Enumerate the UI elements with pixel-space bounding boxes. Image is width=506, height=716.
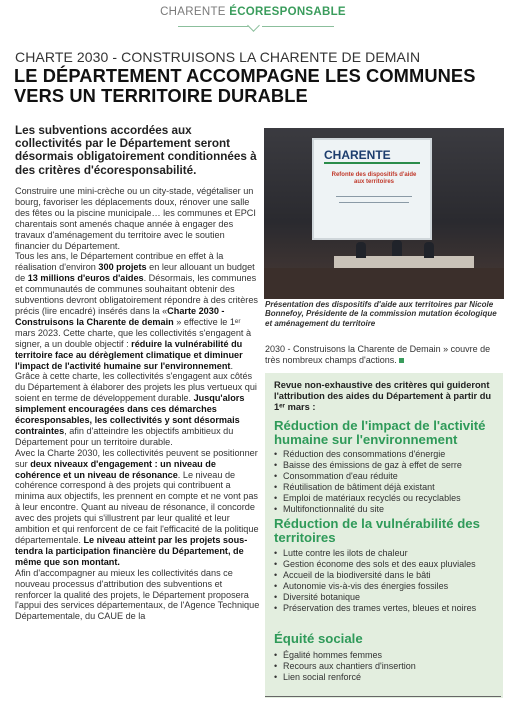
list-item: • Recours aux chantiers d'insertion (274, 661, 498, 672)
bottom-rule (265, 696, 501, 697)
list-item: • Consommation d'eau réduite (274, 471, 498, 482)
criteria-heading: Réduction de la vulnérabilité des territoires (274, 516, 480, 545)
screen-logo: CHARENTE (324, 148, 391, 162)
list-item: • Lien social renforcé (274, 672, 498, 683)
rubric-rule-left (178, 26, 250, 27)
body-paragraph-2: Tous les ans, le Département contribue en effet à la réalisation d'environ 300 projets en leur allouant un budget de 13 millions d'euros d'aides. Désormais, les communes et communautés de communes souhaitant obtenir des subventions devront obligatoirement répondre à des critères précis (lire encadré) insérés dans la «Charte 2030 - Construisons la Charente de demain » effective le 1ᵉʳ mars 2023. Cette charte, que les collectivités s'engagent à signer, a un double objectif : réduire la vulnérabilité du territoire face au dérèglement climatique et diminuer l'impact de l'activité humaine sur l'environnement. Grâce à cette charte, les collectivités s'engagent aux côtés du Département à élaborer des projets les plus vertueux qui soient en terme de développement durable. Jusqu'alors simplement encouragées dans ces démarches écoresponsables, les collectivités y sont désormais contraintes, afin d'atteindre les objectifs ambitieux du Département pour un territoire durable. (15, 251, 258, 447)
criteria-heading: Équité sociale (274, 631, 363, 646)
criteria-list (274, 548, 498, 613)
conference-photo (264, 128, 504, 299)
criteria-list (274, 449, 498, 514)
body-paragraph-4: Afin d'accompagner au mieux les collectivités dans ce nouveau processus d'attribution des subventions et renforcer la qualité des projets, le Département proposera l'appui des services départementaux, de l'Agence Technique Départementale, du CAUE de la (15, 567, 260, 622)
screen-title: Refonte des dispositifs d'aide aux territoires (331, 172, 417, 185)
list-item: • Réutilisation de bâtiment déjà existant (274, 482, 498, 493)
criteria-intro: Revue non-exhaustive des critères qui guideront l'attribution des aides du Département à partir du 1ᵉʳ mars : (274, 380, 492, 412)
list-item: • Autonomie vis-à-vis des énergies fossiles (274, 581, 498, 592)
article-body (15, 186, 260, 622)
rubric-prefix: CHARENTE (160, 6, 226, 18)
rubric-notch (247, 19, 260, 32)
section-rubric (0, 6, 506, 18)
panelist (424, 242, 434, 258)
panelist (392, 240, 402, 256)
photo-caption: Présentation des dispositifs d'aide aux territoires par Nicole Bonnefoy, Présidente de la commission mutation écologique et aménagement du territoire (265, 300, 497, 328)
list-item: • Gestion économe des sols et des eaux pluviales (274, 559, 498, 570)
article-headline: LE DÉPARTEMENT ACCOMPAGNE LES COMMUNES VERS UN TERRITOIRE DURABLE (14, 65, 476, 106)
screen-underline (324, 162, 420, 164)
article-lead: Les subventions accordées aux collectivités par le Département seront désormais obligatoirement conditionnées à des critères d'écoresponsabilité. (15, 124, 257, 177)
list-item: • Multifonctionnalité du site (274, 504, 498, 515)
rubric-bold: ÉCORESPONSABLE (229, 6, 346, 18)
list-item: • Baisse des émissions de gaz à effet de serre (274, 460, 498, 471)
screen-line (336, 196, 412, 197)
list-item: • Lutte contre les ilots de chaleur (274, 548, 498, 559)
list-item: • Diversité botanique (274, 592, 498, 603)
list-item: • Égalité hommes femmes (274, 650, 498, 661)
body-paragraph-1: Construire une mini-crèche ou un city-stade, végétaliser un bourg, favoriser les déplacements doux, rénover une salle des fêtes ou la piscine municipale… les communes et EPCI charentais sont amenés chaque année à engager des travaux d'aménagement du territoire avec le soutien financier du Département. (15, 186, 256, 251)
body-paragraph-3: Avec la Charte 2030, les collectivités peuvent se positionner sur deux niveaux d'engagement : un niveau de cohérence et un niveau de résonance. Le niveau de cohérence correspond à des projets qui contribuent a minima aux objectifs, les prennent en compte et ne vont pas à leur encontre. Quant au niveau de résonance, il concorde avec des projets qui s'illustrent par leur qualité et leur ambition et qui renforcent de ce fait l'efficacité de la politique départementale. Le niveau atteint par les projets sous-tendra la participation financière du Département, de même que son montant. (15, 447, 259, 567)
article-continuation: 2030 - Construisons la Charente de Demain » couvre de très nombreux champs d'actions. (265, 344, 491, 365)
list-item: • Emploi de matériaux recyclés ou recyclables (274, 493, 498, 504)
end-mark (399, 358, 404, 363)
projection-screen (312, 138, 432, 240)
article-kicker: CHARTE 2030 - CONSTRUISONS LA CHARENTE DE DEMAIN (15, 49, 421, 65)
list-item: • Réduction des consommations d'énergie (274, 449, 498, 460)
screen-line (339, 202, 409, 203)
criteria-box (265, 373, 503, 698)
rubric-rule-right (262, 26, 334, 27)
list-item: • Accueil de la biodiversité dans le bâti (274, 570, 498, 581)
criteria-list (274, 650, 498, 683)
audience (264, 268, 504, 299)
list-item: • Préservation des trames vertes, bleues et noires (274, 603, 498, 614)
criteria-heading: Réduction de l'impact de l'activité humaine sur l'environnement (274, 418, 486, 447)
panelist (356, 242, 366, 258)
